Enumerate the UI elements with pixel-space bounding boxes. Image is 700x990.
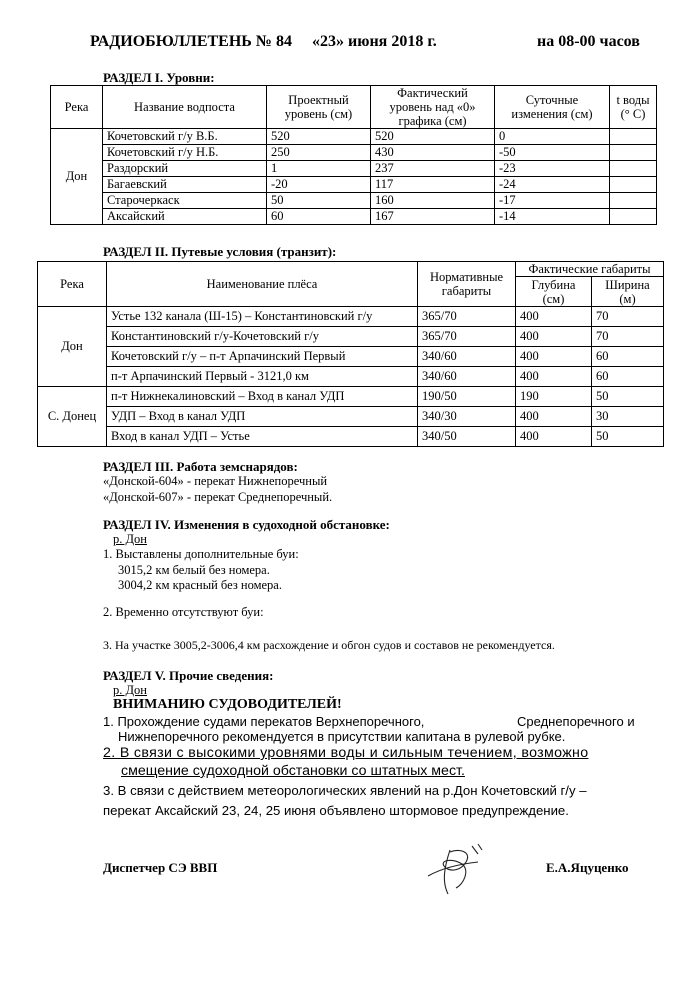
route-depth: 400 (516, 347, 592, 367)
table-row (51, 209, 657, 225)
route-width: 60 (592, 347, 664, 367)
table-row (51, 129, 657, 145)
levels-design: -20 (267, 177, 371, 193)
section5-item2-b: смещение судоходной обстановки со штатных мест. (121, 763, 465, 779)
section3-line: «Донской-607» - перекат Среднепоречный. (103, 490, 333, 504)
section5-item3-b: перекат Аксайский 23, 24, 25 июня объявлено штормовое предупреждение. (103, 803, 569, 818)
section4-item3: 3. На участке 3005,2-3006,4 км расхождение и обгон судов и составов не рекомендуется. (103, 638, 555, 652)
route-header-row (38, 262, 664, 277)
bulletin-date: «23» июня 2018 г. (312, 33, 437, 50)
section4-buoy: 3015,2 км белый без номера. (118, 563, 270, 577)
table-row (51, 193, 657, 209)
levels-temp (610, 177, 657, 193)
levels-daily: -14 (495, 209, 610, 225)
section3-line: «Донской-604» - перекат Нижнепоречный (103, 474, 328, 488)
route-norm: 340/60 (418, 367, 516, 387)
levels-header-actual: Фактический уровень над «0» графика (см) (371, 86, 495, 129)
levels-design: 1 (267, 161, 371, 177)
section5-item2-a: 2. В связи с высокими уровнями воды и сильным течением, возможно (103, 745, 589, 761)
section5-item1-c: Нижнепоречного рекомендуется в присутствии капитана в рулевой рубке. (118, 729, 566, 744)
levels-post: Багаевский (103, 177, 267, 193)
route-norm: 340/30 (418, 407, 516, 427)
section5-item1-b: Среднепоречного и (517, 714, 635, 729)
signer-name: Е.А.Яцуценко (546, 860, 629, 875)
section4-title: РАЗДЕЛ IV. Изменения в судоходной обстановке: (103, 517, 390, 532)
table-row (38, 307, 664, 327)
levels-temp (610, 193, 657, 209)
route-header-norm: Нормативные габариты (418, 262, 516, 307)
route-table (37, 261, 664, 447)
route-width: 60 (592, 367, 664, 387)
levels-post: Кочетовский г/у В.Б. (103, 129, 267, 145)
levels-header-row (51, 86, 657, 129)
levels-actual: 237 (371, 161, 495, 177)
levels-river-don: Дон (51, 129, 103, 225)
table-row (38, 367, 664, 387)
route-river-donets: С. Донец (38, 387, 107, 447)
dispatcher-label: Диспетчер СЭ ВВП (103, 860, 218, 875)
route-reach: Вход в канал УДП – Устье (107, 427, 418, 447)
levels-actual: 430 (371, 145, 495, 161)
route-norm: 340/60 (418, 347, 516, 367)
levels-actual: 160 (371, 193, 495, 209)
table-row (38, 387, 664, 407)
route-reach: УДП – Вход в канал УДП (107, 407, 418, 427)
levels-post: Кочетовский г/у Н.Б. (103, 145, 267, 161)
table-row (51, 145, 657, 161)
route-width: 50 (592, 427, 664, 447)
table-row (38, 407, 664, 427)
levels-daily: 0 (495, 129, 610, 145)
table-row (38, 427, 664, 447)
levels-header-post: Название водпоста (103, 86, 267, 129)
levels-daily: -24 (495, 177, 610, 193)
section5-river: р. Дон (113, 683, 147, 697)
route-depth: 190 (516, 387, 592, 407)
levels-temp (610, 145, 657, 161)
attention-heading: ВНИМАНИЮ СУДОВОДИТЕЛЕЙ! (113, 697, 342, 712)
levels-daily: -23 (495, 161, 610, 177)
levels-post: Раздорский (103, 161, 267, 177)
route-depth: 400 (516, 327, 592, 347)
levels-actual: 167 (371, 209, 495, 225)
route-header-reach: Наименование плёса (107, 262, 418, 307)
route-header-depth: Глубина (см) (516, 277, 592, 307)
bulletin-title: РАДИОБЮЛЛЕТЕНЬ № 84 (90, 33, 292, 50)
levels-post: Аксайский (103, 209, 267, 225)
section5-item1-a: 1. Прохождение судами перекатов Верхнепоречного, (103, 714, 425, 729)
signature-icon (420, 838, 500, 900)
table-row (51, 161, 657, 177)
route-reach: п-т Арпачинский Первый - 3121,0 км (107, 367, 418, 387)
section5-item3-a: 3. В связи с действием метеорологических явлений на р.Дон Кочетовский г/у – (103, 783, 587, 798)
levels-design: 250 (267, 145, 371, 161)
route-norm: 190/50 (418, 387, 516, 407)
bulletin-time: на 08-00 часов (537, 33, 640, 50)
route-header-actual: Фактические габариты (516, 262, 664, 277)
levels-temp (610, 129, 657, 145)
section4-item2: 2. Временно отсутствуют буи: (103, 605, 264, 619)
route-norm: 340/50 (418, 427, 516, 447)
route-width: 50 (592, 387, 664, 407)
levels-header-temp: t воды (° С) (610, 86, 657, 129)
levels-design: 50 (267, 193, 371, 209)
levels-actual: 117 (371, 177, 495, 193)
route-reach: Устье 132 канала (Ш-15) – Константиновский г/у (107, 307, 418, 327)
levels-header-design: Проектный уровень (см) (267, 86, 371, 129)
route-river-don: Дон (38, 307, 107, 387)
route-norm: 365/70 (418, 307, 516, 327)
route-width: 30 (592, 407, 664, 427)
table-row (38, 347, 664, 367)
section4-buoy: 3004,2 км красный без номера. (118, 578, 282, 592)
route-depth: 400 (516, 307, 592, 327)
levels-header-river: Река (51, 86, 103, 129)
section1-title: РАЗДЕЛ I. Уровни: (103, 70, 215, 85)
section5-title: РАЗДЕЛ V. Прочие сведения: (103, 668, 274, 683)
route-depth: 400 (516, 407, 592, 427)
levels-design: 60 (267, 209, 371, 225)
route-reach: Кочетовский г/у – п-т Арпачинский Первый (107, 347, 418, 367)
section2-title: РАЗДЕЛ II. Путевые условия (транзит): (103, 244, 337, 259)
levels-temp (610, 161, 657, 177)
route-reach: п-т Нижнекалиновский – Вход в канал УДП (107, 387, 418, 407)
levels-daily: -50 (495, 145, 610, 161)
levels-design: 520 (267, 129, 371, 145)
section3-title: РАЗДЕЛ III. Работа земснарядов: (103, 459, 298, 474)
levels-temp (610, 209, 657, 225)
section4-river: р. Дон (113, 532, 147, 546)
levels-header-daily: Суточные изменения (см) (495, 86, 610, 129)
route-header-river: Река (38, 262, 107, 307)
route-width: 70 (592, 307, 664, 327)
section4-item1: 1. Выставлены дополнительные буи: (103, 547, 299, 561)
levels-post: Старочеркаск (103, 193, 267, 209)
levels-actual: 520 (371, 129, 495, 145)
levels-table (50, 85, 657, 225)
table-row (51, 177, 657, 193)
route-width: 70 (592, 327, 664, 347)
table-row (38, 327, 664, 347)
route-header-width: Ширина (м) (592, 277, 664, 307)
route-depth: 400 (516, 427, 592, 447)
levels-daily: -17 (495, 193, 610, 209)
route-reach: Константиновский г/у-Кочетовский г/у (107, 327, 418, 347)
route-depth: 400 (516, 367, 592, 387)
route-norm: 365/70 (418, 327, 516, 347)
